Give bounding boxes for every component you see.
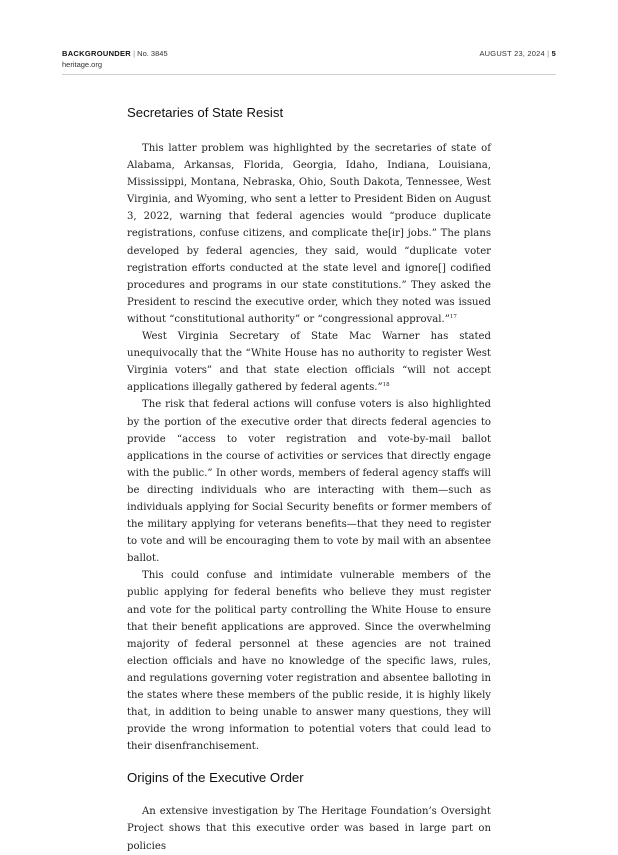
header-right [479,48,556,59]
publication-number: No. 3845 [137,49,168,58]
paragraph [127,567,491,755]
site-url: heritage.org [62,60,103,69]
section-heading-secretaries: Secretaries of State Resist [127,105,284,120]
header-left [62,48,168,70]
section-heading-origins: Origins of the Executive Order [127,770,304,786]
paragraph [127,140,491,328]
paragraph-text: This latter problem was highlighted by the secretaries of state of Alabama, Arkansas, Florida, Georgia, Idaho, Indiana, Louisiana, Mississippi, Montana, Nebraska, Ohio, South Dakota, Tennessee, West Virginia, and Wyoming, who sent a letter to President Biden on August 3, 2022, warning that federal agencies would “produce duplicate registrations, confuse citizens, and complicate the[ir] jobs.” The plans developed by federal agencies, they said, would “duplicate voter registration efforts conducted at the state level and ignore[] codified procedures and programs in our state constitutions.” They asked the President to rescind the executive order, which they noted was issued without “constitutional authority” or “congressional approval.” [127,143,491,325]
paragraph [127,328,491,396]
publication-date: AUGUST 23, 2024 [479,49,545,58]
footnote-marker: 18 [382,382,390,389]
footnote-marker: 17 [449,313,457,320]
paragraph-text: An extensive investigation by The Heritage Foundation’s Oversight Project shows that this executive order was based in large part on policies [127,806,491,852]
header-rule [62,74,556,75]
paragraph-text: West Virginia Secretary of State Mac Warner has stated unequivocally that the “White House has no authority to register West Virginia voters” and that state election officials “will not accept applications illegally gathered by federal agents.” [127,331,491,394]
header-separator-right: | [547,49,550,58]
article-body [127,96,491,855]
header-separator: | [133,49,136,58]
paragraph-text: This could confuse and intimidate vulnerable members of the public applying for federal benefits who believe they must register and vote for the political party controlling the White House to ensure that their benefit applications are approved. Since the overwhelming majority of federal personnel at these agencies are not trained election officials and have no knowledge of the specific laws, rules, and regulations governing voter registration and absentee balloting in the states where these members of the public reside, it is highly likely that, in addition to being unable to answer many questions, they will provide the wrong information to potential voters that could lead to their disenfranchisement. [127,570,491,753]
series-name: BACKGROUNDER [62,49,132,58]
paragraph [127,396,491,567]
paragraph-text: The risk that federal actions will confuse voters is also highlighted by the portion of the executive order that directs federal agencies to provide “access to voter registration and vote-by-mail ballot applications in the course of activities or services that directly engage with the public.” In other words, members of federal agency staffs will be directing individuals who are interacting with them—such as individuals applying for Social Security benefits or former members of the military applying for veterans benefits—that they need to register to vote and will be encouraging them to vote by mail with an absentee ballot. [127,399,491,565]
publication-line [62,48,168,59]
page-number: 5 [551,49,556,58]
paragraph [127,803,491,854]
